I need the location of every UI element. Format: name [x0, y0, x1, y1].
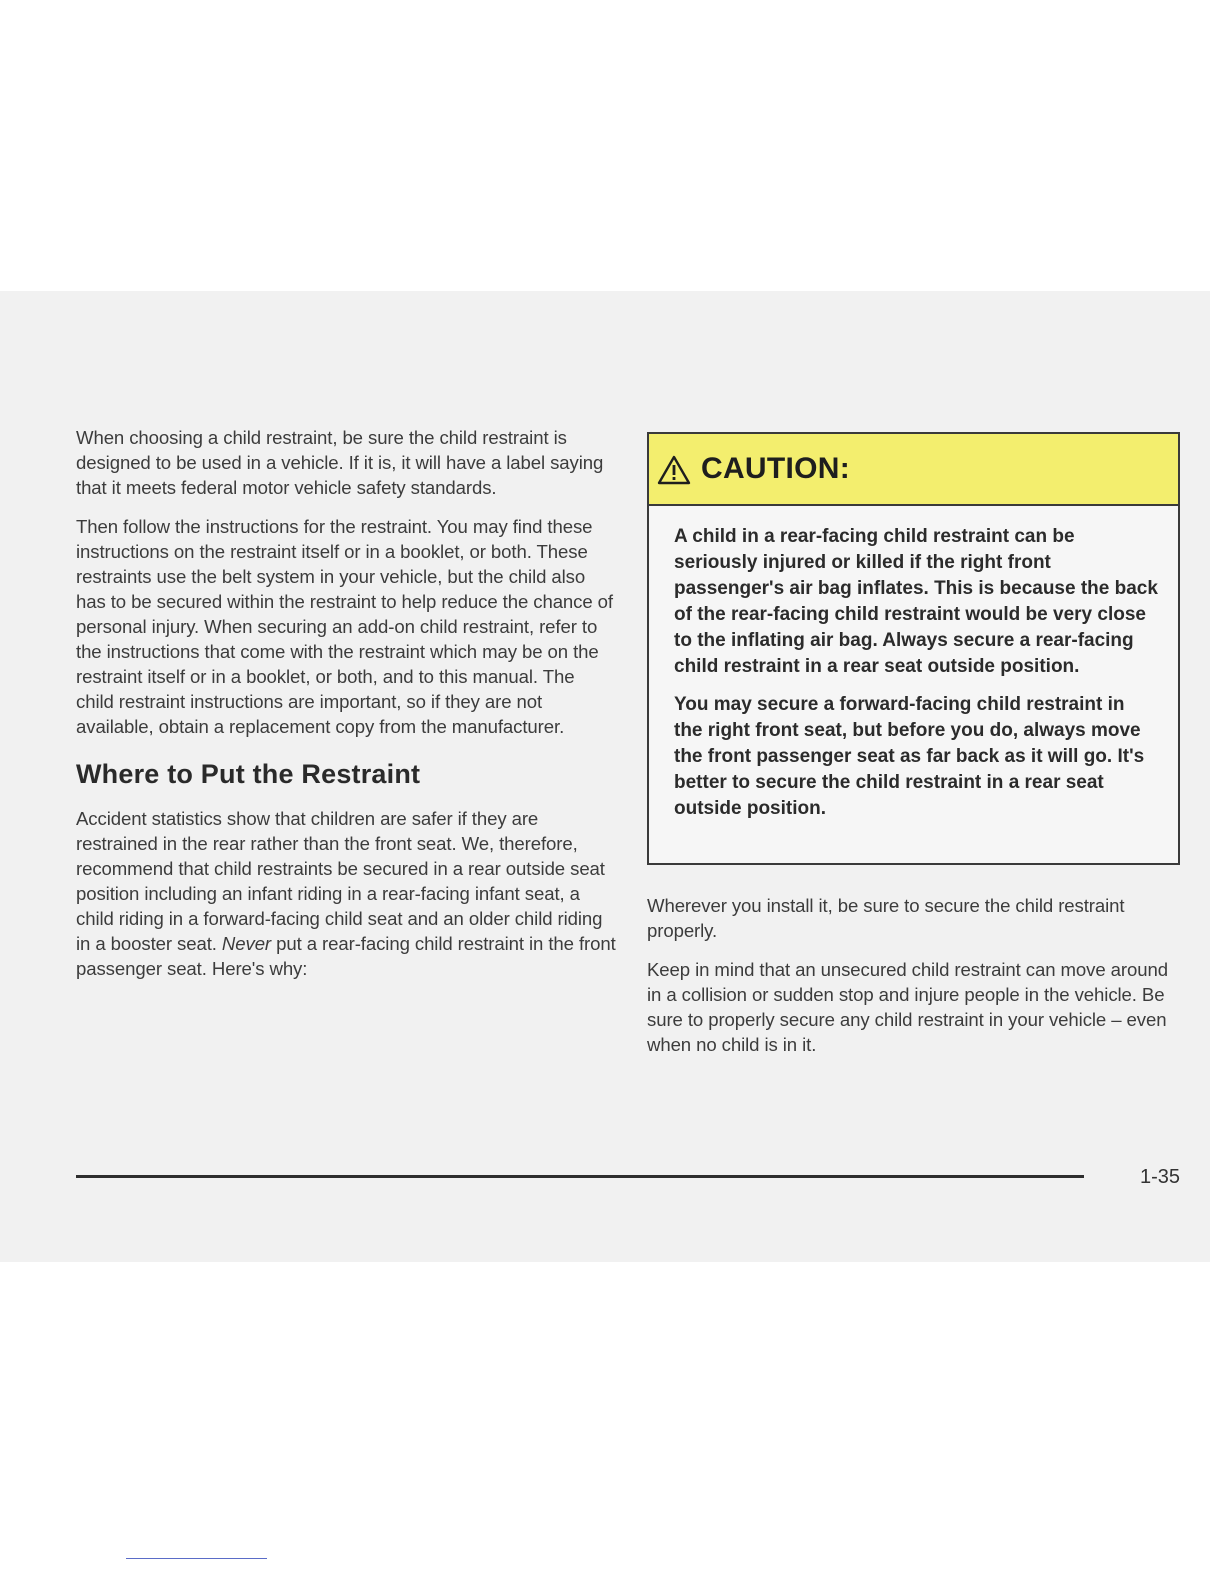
unsecured-paragraph: Keep in mind that an unsecured child restraint can move around in a collision or sudden stop and injure people in the vehicle. Be sure to properly secure any child restraint in your vehicle – even when no child is in it.	[647, 959, 1168, 1055]
statistics-text-end: put a rear-facing child restraint in the front passenger seat. Here's why:	[76, 933, 616, 979]
page-number: 1-35	[1140, 1166, 1181, 1188]
bottom-underline	[126, 1558, 267, 1559]
footer-rule	[76, 1175, 1084, 1178]
intro-paragraph: When choosing a child restraint, be sure the child restraint is designed to be used in a vehicle. If it is, it will have a label saying that it meets federal motor vehicle safety standards.	[76, 427, 604, 498]
caution-paragraph-forward-facing: You may secure a forward-facing child restraint in the right front seat, but before you do, always move the front passenger seat as far back as it will go. It's better to secure the child restraint in a rear seat outside position.	[674, 694, 1145, 819]
section-title: Where to Put the Restraint	[76, 759, 421, 789]
caution-paragraph-rear-facing: A child in a rear-facing child restraint can be seriously injured or killed if the right front passenger's air bag inflates. This is because the back of the rear-facing child restraint would be very close to the inflating air bag. Always secure a rear-facing child restraint in a rear seat outside position.	[674, 526, 1158, 677]
caution-header	[649, 434, 1178, 506]
instructions-paragraph: Then follow the instructions for the restraint. You may find these instructions on the restraint itself or in a booklet, or both. These restraints use the belt system in your vehicle, but the child also has to be secured within the restraint to help reduce the chance of personal injury. When securing an add-on child restraint, refer to the instructions that come with the restraint which may be on the restraint itself or in a booklet, or both, and to this manual. The child restraint instructions are important, so if they are not available, obtain a replacement copy from the manufacturer.	[76, 516, 613, 737]
statistics-paragraph	[76, 806, 616, 981]
left-column	[76, 425, 616, 995]
install-paragraph: Wherever you install it, be sure to secure the child restraint properly.	[647, 895, 1125, 941]
statistics-text-start: Accident statistics show that children are safer if they are restrained in the rear rather than the front seat. We, therefore, recommend that child restraints be secured in a rear outside seat position including an infant riding in a rear-facing infant seat, a child riding in a forward-facing child seat and an older child riding in a booster seat.	[76, 808, 605, 954]
right-column	[647, 893, 1187, 1071]
caution-title: CAUTION:	[701, 452, 851, 485]
caution-body	[649, 506, 1178, 822]
never-emphasis: Never	[221, 933, 272, 954]
warning-triangle-icon	[657, 455, 691, 485]
caution-box	[647, 432, 1180, 865]
